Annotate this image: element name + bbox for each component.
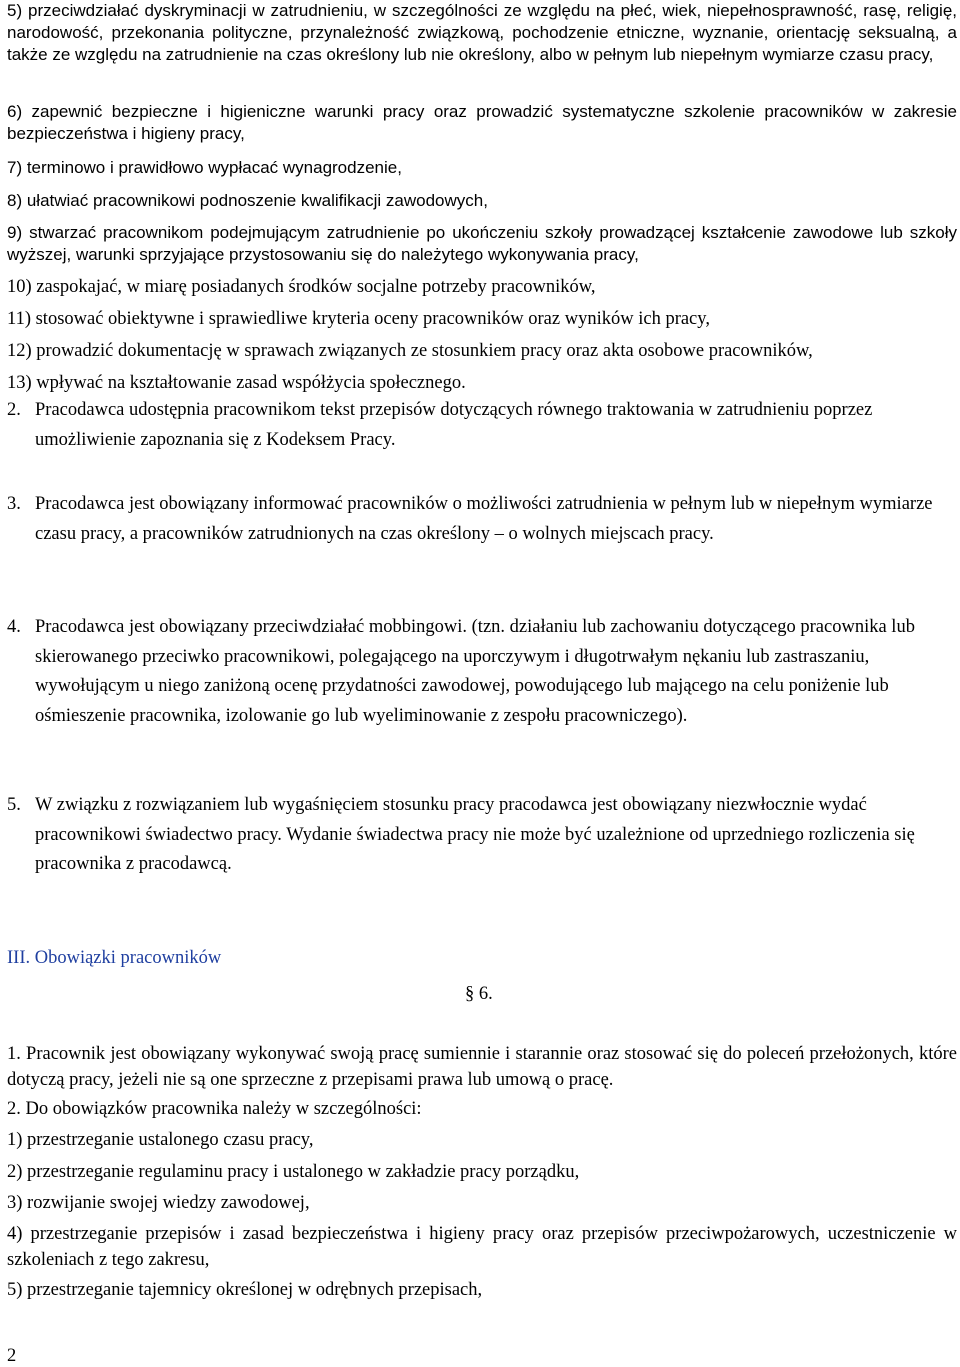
duty-paragraph-1: 1. Pracownik jest obowiązany wykonywać swoją pracę sumiennie i starannie oraz stosować się do poleceń przełożonych, które dotyczą pracy, jeżeli nie są one sprzeczne z przepisami prawa lub umową o pracę. [7,1044,957,1090]
item-9: 9) stwarzać pracownikom podejmującym zatrudnienie po ukończeniu szkoły prowadzącej kształcenie zawodowe lub szkoły wyższej, warunki sprzyjające przystosowaniu się do należytego wykonywania pracy, [7,223,957,264]
point-2 [7,396,957,455]
point-text: Pracodawca jest obowiązany informować pracowników o możliwości zatrudnienia w pełnym lub w niepełnym wymiarze czasu pracy, a pracowników zatrudnionych na czas określony – o wolnych miejscach pracy. [35,494,933,544]
duty-item-1: 1) przestrzeganie ustalonego czasu pracy, [7,1130,314,1150]
point-number: 2. [7,400,21,420]
point-number: 3. [7,494,21,514]
item-12: 12) prowadzić dokumentację w sprawach związanych ze stosunkiem pracy oraz akta osobowe pracowników, [7,341,813,361]
point-4 [7,613,957,731]
item-11: 11) stosować obiektywne i sprawiedliwe kryteria oceny pracowników oraz wyników ich pracy, [7,309,710,329]
item-13: 13) wpływać na kształtowanie zasad współżycia społecznego. [7,373,466,393]
point-number: 4. [7,617,21,637]
point-text: Pracodawca jest obowiązany przeciwdziałać mobbingowi. (tzn. działaniu lub zachowaniu dotyczącego pracownika lub skierowanego przeciwko pracownikowi, polegającego na uporczywym i długotrwałym nękaniu lub zastraszaniu, wywołującym u niego zaniżoną ocenę przydatności zawodowej, powodującego lub mającego na celu poniżenie lub ośmieszenie pracownika, izolowanie go lub wyeliminowanie z zespołu pracowniczego). [35,617,915,726]
duty-item-4: 4) przestrzeganie przepisów i zasad bezpieczeństwa i higieny pracy oraz przepisów przeciwpożarowych, uczestniczenie w szkoleniach z tego zakresu, [7,1224,957,1270]
duty-item-5: 5) przestrzeganie tajemnicy określonej w odrębnych przepisach, [7,1280,483,1300]
point-3 [7,490,957,549]
item-5: 5) przeciwdziałać dyskryminacji w zatrudnieniu, w szczególności ze względu na płeć, wiek, niepełnosprawność, rasę, religię, narodowość, przekonania polityczne, przynależność związkową, pochodzenie etniczne, wyznanie, orientację seksualną, a także ze względu na zatrudnienie na czas określony lub nie określony, albo w pełnym lub niepełnym wymiarze czasu pracy, [7,1,957,64]
item-8: 8) ułatwiać pracownikowi podnoszenie kwalifikacji zawodowych, [7,191,488,210]
point-5 [7,791,957,880]
point-text: W związku z rozwiązaniem lub wygaśnięciem stosunku pracy pracodawca jest obowiązany niezwłocznie wydać pracownikowi świadectwo pracy. Wydanie świadectwa pracy nie może być uzależnione od uprzedniego rozliczenia się pracownika z pracodawcą. [35,795,915,874]
page-number: 2 [7,1346,17,1366]
section-heading: III. Obowiązki pracowników [7,948,222,968]
item-10: 10) zaspokajać, w miarę posiadanych środków socjalne potrzeby pracowników, [7,277,596,297]
point-number: 5. [7,795,21,815]
paragraph-sign: § 6. [465,984,493,1004]
point-text: Pracodawca udostępnia pracownikom tekst przepisów dotyczących równego traktowania w zatrudnieniu poprzez umożliwienie zapoznania się z Kodeksem Pracy. [35,400,873,450]
duty-item-2: 2) przestrzeganie regulaminu pracy i ustalonego w zakładzie pracy porządku, [7,1162,580,1182]
item-6: 6) zapewnić bezpieczne i higieniczne warunki pracy oraz prowadzić systematyczne szkolenie pracowników w zakresie bezpieczeństwa i higieny pracy, [7,102,957,143]
duty-paragraph-2: 2. Do obowiązków pracownika należy w szczególności: [7,1099,422,1119]
duty-item-3: 3) rozwijanie swojej wiedzy zawodowej, [7,1193,310,1213]
item-7: 7) terminowo i prawidłowo wypłacać wynagrodzenie, [7,158,402,177]
